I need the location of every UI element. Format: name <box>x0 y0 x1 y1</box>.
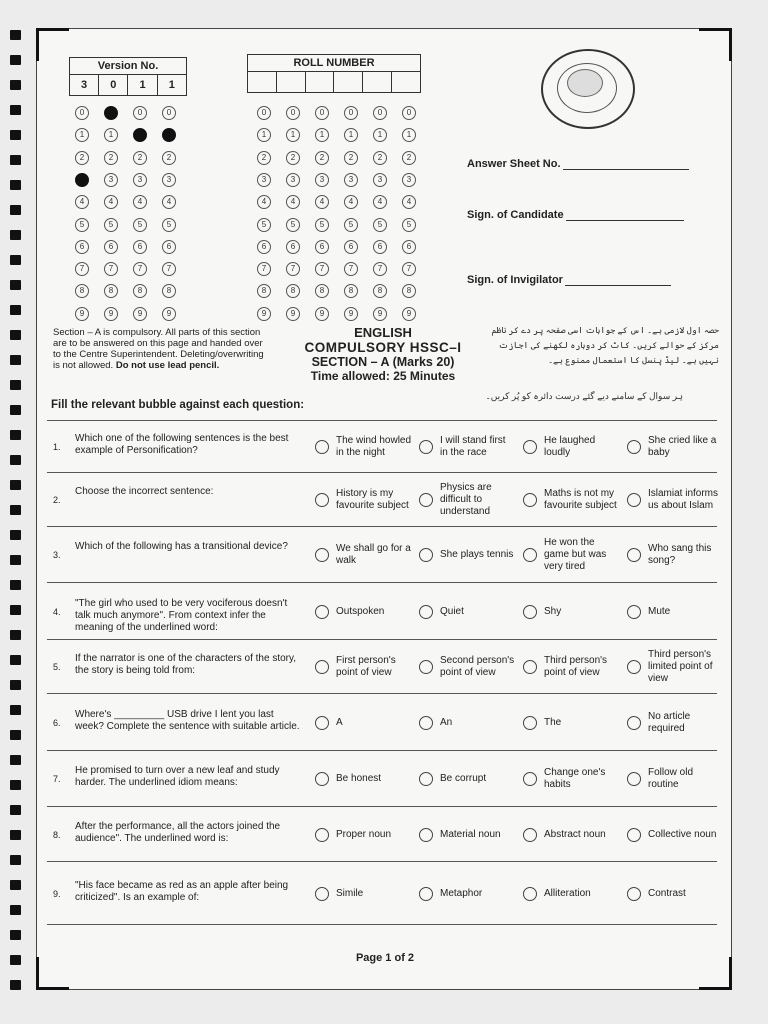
version-number-box <box>69 57 187 96</box>
answer-option-label: Contrast <box>648 887 686 899</box>
roll-bubble[interactable]: 5 <box>315 218 329 232</box>
fill-instruction: Fill the relevant bubble against each question: <box>51 399 305 411</box>
answer-option[interactable] <box>419 647 516 687</box>
answer-option-label: Outspoken <box>336 605 385 617</box>
roll-bubble[interactable]: 9 <box>286 307 300 321</box>
roll-bubble[interactable]: 8 <box>257 284 271 298</box>
answer-option[interactable] <box>627 647 724 687</box>
version-bubble[interactable]: 4 <box>162 195 176 209</box>
answer-option[interactable] <box>523 480 620 520</box>
roll-bubble[interactable]: 4 <box>373 195 387 209</box>
roll-bubble[interactable]: 9 <box>402 307 416 321</box>
version-bubble[interactable]: 7 <box>104 262 118 276</box>
question-number: 2. <box>53 495 61 505</box>
version-bubble[interactable]: 3 <box>75 173 89 187</box>
version-bubble[interactable]: 4 <box>75 195 89 209</box>
roll-bubble[interactable]: 1 <box>315 128 329 142</box>
version-bubble[interactable]: 7 <box>162 262 176 276</box>
version-bubble[interactable]: 1 <box>104 128 118 142</box>
answer-option[interactable] <box>419 535 516 575</box>
version-bubble[interactable]: 2 <box>75 151 89 165</box>
answer-bubble[interactable] <box>523 660 537 674</box>
version-bubble[interactable]: 2 <box>104 151 118 165</box>
version-label: Version No. <box>70 58 187 75</box>
roll-bubble[interactable]: 3 <box>315 173 329 187</box>
version-bubble[interactable]: 8 <box>75 284 89 298</box>
answer-bubble[interactable] <box>315 716 329 730</box>
version-bubble[interactable]: 9 <box>104 307 118 321</box>
question-row <box>47 750 717 807</box>
answer-sheet-field <box>467 158 689 170</box>
answer-option-label: She cried like a baby <box>648 435 717 458</box>
answer-bubble[interactable] <box>419 716 433 730</box>
answer-option[interactable] <box>523 815 620 855</box>
question-row <box>47 420 717 473</box>
answer-option-label: Third person's point of view <box>544 655 608 678</box>
answer-bubble[interactable] <box>627 828 641 842</box>
question-text: He promised to turn over a new leaf and study harder. The underlined idiom means: <box>75 765 280 788</box>
roll-bubble[interactable]: 0 <box>286 106 300 120</box>
roll-bubble[interactable]: 9 <box>344 307 358 321</box>
answer-option-label: Material noun <box>440 828 501 840</box>
roll-bubble[interactable]: 5 <box>257 218 271 232</box>
answer-option[interactable] <box>627 703 724 743</box>
version-bubble[interactable]: 1 <box>133 128 147 142</box>
answer-option[interactable] <box>523 703 620 743</box>
answer-bubble[interactable] <box>419 605 433 619</box>
answer-bubble[interactable] <box>523 828 537 842</box>
answer-option-label: Mute <box>648 605 671 617</box>
answer-bubble[interactable] <box>315 440 329 454</box>
roll-bubble[interactable]: 8 <box>286 284 300 298</box>
answer-option[interactable] <box>419 427 516 467</box>
answer-bubble[interactable] <box>523 493 537 507</box>
answer-option[interactable] <box>315 647 412 687</box>
answer-option[interactable] <box>523 874 620 914</box>
roll-cell[interactable] <box>248 72 277 93</box>
answer-option[interactable] <box>315 874 412 914</box>
roll-bubble[interactable]: 1 <box>286 128 300 142</box>
roll-cell[interactable] <box>276 72 305 93</box>
version-bubble[interactable]: 6 <box>133 240 147 254</box>
answer-option[interactable] <box>315 535 412 575</box>
answer-bubble[interactable] <box>523 887 537 901</box>
roll-bubble[interactable]: 6 <box>373 240 387 254</box>
answer-option[interactable] <box>419 874 516 914</box>
answer-option[interactable] <box>627 592 724 632</box>
answer-option-label: Shy <box>544 605 562 617</box>
answer-option[interactable] <box>627 535 724 575</box>
answer-option[interactable] <box>627 480 724 520</box>
roll-bubble[interactable]: 7 <box>257 262 271 276</box>
roll-bubble[interactable]: 2 <box>315 151 329 165</box>
roll-cell[interactable] <box>305 72 334 93</box>
roll-bubble[interactable]: 2 <box>373 151 387 165</box>
answer-option-label: I will stand first in the race <box>440 435 506 458</box>
version-bubble[interactable]: 2 <box>133 151 147 165</box>
version-bubble[interactable]: 3 <box>133 173 147 187</box>
answer-bubble[interactable] <box>523 772 537 786</box>
roll-bubble[interactable]: 7 <box>344 262 358 276</box>
invigilator-sign-field <box>467 274 671 286</box>
answer-option-label: Collective noun <box>648 828 717 840</box>
board-seal <box>541 49 635 129</box>
answer-bubble[interactable] <box>419 660 433 674</box>
answer-option-label: The <box>544 716 562 728</box>
answer-option-label: First person's point of view <box>336 655 396 678</box>
answer-sheet <box>36 28 732 990</box>
version-bubble[interactable]: 4 <box>133 195 147 209</box>
instructions-text: Section – A is compulsory. All parts of this section are to be answered on this page and handed over to the Centre Superintendent. Deleting/overwriting is not allowed. <box>53 327 264 371</box>
binding-holes <box>10 30 22 1020</box>
answer-sheet-input[interactable] <box>563 169 689 170</box>
roll-cell[interactable] <box>391 72 420 93</box>
answer-option-label: Follow old routine <box>648 767 694 790</box>
roll-bubble[interactable]: 7 <box>373 262 387 276</box>
question-text: "The girl who used to be very vociferous doesn't talk much anymore". From context infer the meaning of the underlined word: <box>75 597 288 633</box>
version-digit: 1 <box>128 75 157 96</box>
candidate-sign-field <box>467 209 684 221</box>
answer-bubble[interactable] <box>419 887 433 901</box>
answer-option[interactable] <box>419 815 516 855</box>
answer-option[interactable] <box>523 427 620 467</box>
answer-option[interactable] <box>419 759 516 799</box>
answer-bubble[interactable] <box>627 548 641 562</box>
version-bubble[interactable]: 7 <box>75 262 89 276</box>
version-bubble[interactable]: 7 <box>133 262 147 276</box>
answer-bubble[interactable] <box>523 548 537 562</box>
answer-bubble[interactable] <box>523 605 537 619</box>
roll-bubble[interactable]: 3 <box>257 173 271 187</box>
answer-option[interactable] <box>627 427 724 467</box>
question-text: Where's _________ USB drive I lent you last week? Complete the sentence with suitable article. <box>75 708 300 732</box>
question-row <box>47 806 717 862</box>
answer-bubble[interactable] <box>627 605 641 619</box>
answer-bubble[interactable] <box>627 716 641 730</box>
answer-bubble[interactable] <box>419 548 433 562</box>
answer-option[interactable] <box>523 759 620 799</box>
answer-option-label: Maths is not my favourite subject <box>544 488 617 511</box>
answer-option-label: Who sang this song? <box>648 543 712 566</box>
roll-bubble[interactable]: 2 <box>286 151 300 165</box>
roll-bubble[interactable]: 0 <box>344 106 358 120</box>
answer-bubble[interactable] <box>627 440 641 454</box>
roll-bubble[interactable]: 7 <box>315 262 329 276</box>
instructions <box>53 327 273 371</box>
question-row <box>47 861 717 925</box>
roll-bubble[interactable]: 6 <box>402 240 416 254</box>
title-subject: ENGLISH <box>354 325 412 340</box>
version-bubble[interactable]: 1 <box>162 128 176 142</box>
roll-bubble[interactable]: 9 <box>373 307 387 321</box>
answer-bubble[interactable] <box>315 493 329 507</box>
roll-bubble[interactable]: 8 <box>373 284 387 298</box>
candidate-sign-label: Sign. of Candidate <box>467 209 564 221</box>
question-number: 8. <box>53 829 61 840</box>
question-row <box>47 639 717 694</box>
answer-bubble[interactable] <box>419 440 433 454</box>
version-bubble[interactable]: 0 <box>162 106 176 120</box>
version-bubble[interactable]: 0 <box>75 106 89 120</box>
version-bubble[interactable]: 0 <box>133 106 147 120</box>
answer-option-label: We shall go for a walk <box>336 543 411 566</box>
question-number: 1. <box>53 442 61 452</box>
answer-option[interactable] <box>419 703 516 743</box>
instructions-bold: Do not use lead pencil. <box>115 360 220 371</box>
answer-bubble[interactable] <box>315 772 329 786</box>
answer-option-label: Change one's habits <box>544 767 606 790</box>
version-digit: 0 <box>99 75 128 96</box>
answer-option-label: Be corrupt <box>440 773 487 784</box>
version-bubble[interactable]: 2 <box>162 151 176 165</box>
answer-bubble[interactable] <box>627 887 641 901</box>
roll-bubble[interactable]: 5 <box>402 218 416 232</box>
roll-bubble[interactable]: 1 <box>373 128 387 142</box>
version-bubble[interactable]: 5 <box>133 218 147 232</box>
roll-bubble[interactable]: 6 <box>344 240 358 254</box>
answer-bubble[interactable] <box>315 660 329 674</box>
answer-bubble[interactable] <box>315 828 329 842</box>
roll-bubble[interactable]: 3 <box>402 173 416 187</box>
roll-bubble[interactable]: 8 <box>344 284 358 298</box>
version-bubble[interactable]: 9 <box>162 307 176 321</box>
exam-title <box>277 325 489 383</box>
invigilator-sign-label: Sign. of Invigilator <box>467 274 563 286</box>
roll-number-box <box>247 54 421 93</box>
candidate-sign-input[interactable] <box>566 220 684 221</box>
question-number: 3. <box>53 550 61 560</box>
answer-option[interactable] <box>315 427 412 467</box>
question-number: 7. <box>53 774 61 784</box>
question-row <box>47 582 717 640</box>
invigilator-sign-input[interactable] <box>565 285 671 286</box>
answer-sheet-label: Answer Sheet No. <box>467 158 561 170</box>
version-digit: 1 <box>157 75 186 96</box>
roll-bubble[interactable]: 4 <box>315 195 329 209</box>
answer-option[interactable] <box>627 815 724 855</box>
answer-bubble[interactable] <box>523 440 537 454</box>
answer-option[interactable] <box>315 703 412 743</box>
roll-bubble[interactable]: 9 <box>257 307 271 321</box>
roll-bubble[interactable]: 2 <box>344 151 358 165</box>
roll-cell[interactable] <box>334 72 363 93</box>
roll-bubble[interactable]: 5 <box>344 218 358 232</box>
answer-option-label: Alliteration <box>544 887 591 899</box>
roll-bubble[interactable]: 3 <box>286 173 300 187</box>
question-number: 6. <box>53 717 61 728</box>
version-bubble[interactable]: 5 <box>75 218 89 232</box>
answer-option-label: Islamiat informs us about Islam <box>648 488 719 511</box>
version-bubble[interactable]: 0 <box>104 106 118 120</box>
answer-option-label: Second person's point of view <box>440 655 515 678</box>
question-text: If the narrator is one of the characters of the story, the story is being told from: <box>75 653 297 676</box>
fill-instruction-urdu: ہر سوال کے سامنے دیے گئے درست دائرہ کو پُر کریں۔ <box>485 391 683 401</box>
answer-option-label: History is my favourite subject <box>336 488 409 511</box>
roll-bubble[interactable]: 6 <box>257 240 271 254</box>
answer-bubble[interactable] <box>315 887 329 901</box>
question-text: Which one of the following sentences is the best example of Personification? <box>75 433 289 456</box>
answer-option-label: Third person's limited point of view <box>648 649 713 684</box>
title-section: SECTION – A (Marks 20) <box>311 355 455 369</box>
roll-bubble[interactable]: 0 <box>373 106 387 120</box>
answer-bubble[interactable] <box>627 493 641 507</box>
question-text: After the performance, all the actors joined the audience". The underlined word is: <box>75 820 281 844</box>
version-bubble[interactable]: 1 <box>75 128 89 142</box>
version-digit: 3 <box>70 75 99 96</box>
answer-option[interactable] <box>315 480 412 520</box>
roll-bubble[interactable]: 0 <box>402 106 416 120</box>
roll-bubble[interactable]: 4 <box>257 195 271 209</box>
answer-option-label: Quiet <box>440 605 464 617</box>
roll-bubble[interactable]: 1 <box>344 128 358 142</box>
answer-option-label: Proper noun <box>336 828 392 840</box>
question-number: 4. <box>53 606 61 617</box>
roll-cell[interactable] <box>363 72 392 93</box>
roll-bubble[interactable]: 7 <box>402 262 416 276</box>
roll-bubble[interactable]: 8 <box>402 284 416 298</box>
answer-option[interactable] <box>315 815 412 855</box>
roll-bubble[interactable]: 9 <box>315 307 329 321</box>
version-bubble[interactable]: 8 <box>133 284 147 298</box>
question-number: 9. <box>53 888 61 899</box>
version-bubble[interactable]: 9 <box>133 307 147 321</box>
roll-bubble[interactable]: 4 <box>344 195 358 209</box>
question-row <box>47 472 717 527</box>
version-bubble[interactable]: 6 <box>162 240 176 254</box>
roll-bubble[interactable]: 6 <box>315 240 329 254</box>
question-text: Choose the incorrect sentence: <box>75 486 214 497</box>
roll-bubble[interactable]: 2 <box>402 151 416 165</box>
answer-option-label: She plays tennis <box>440 549 514 560</box>
answer-option[interactable] <box>523 647 620 687</box>
version-bubble[interactable]: 6 <box>75 240 89 254</box>
roll-bubble[interactable]: 0 <box>257 106 271 120</box>
answer-option-label: Physics are difficult to understand <box>440 482 492 517</box>
question-text: "His face became as red as an apple after being criticized". Is an example of: <box>75 879 289 903</box>
question-text: Which of the following has a transitional device? <box>75 541 288 552</box>
answer-option[interactable] <box>419 480 516 520</box>
version-bubble[interactable]: 6 <box>104 240 118 254</box>
answer-bubble[interactable] <box>419 828 433 842</box>
roll-bubble[interactable]: 4 <box>286 195 300 209</box>
roll-bubble[interactable]: 5 <box>286 218 300 232</box>
answer-option-label: A <box>336 716 343 728</box>
answer-bubble[interactable] <box>523 716 537 730</box>
roll-bubble[interactable]: 7 <box>286 262 300 276</box>
answer-bubble[interactable] <box>627 660 641 674</box>
version-bubble[interactable]: 4 <box>104 195 118 209</box>
answer-option[interactable] <box>315 759 412 799</box>
version-bubble[interactable]: 3 <box>162 173 176 187</box>
answer-option-label: No article required <box>648 710 691 734</box>
version-bubble[interactable]: 8 <box>104 284 118 298</box>
answer-bubble[interactable] <box>315 605 329 619</box>
title-time: Time allowed: 25 Minutes <box>310 369 456 383</box>
roll-label: ROLL NUMBER <box>248 55 421 72</box>
version-bubble[interactable]: 9 <box>75 307 89 321</box>
roll-bubble[interactable]: 0 <box>315 106 329 120</box>
divider <box>47 924 717 925</box>
page-number: Page 1 of 2 <box>355 952 415 964</box>
question-row <box>47 526 717 583</box>
roll-bubble[interactable]: 3 <box>344 173 358 187</box>
corner-mark <box>36 28 69 61</box>
answer-option[interactable] <box>315 592 412 632</box>
roll-bubble[interactable]: 5 <box>373 218 387 232</box>
roll-bubble[interactable]: 3 <box>373 173 387 187</box>
answer-option-label: Abstract noun <box>544 828 606 840</box>
answer-option-label: An <box>440 716 453 728</box>
answer-option-label: He laughed loudly <box>544 435 596 458</box>
answer-bubble[interactable] <box>315 548 329 562</box>
roll-bubble[interactable]: 6 <box>286 240 300 254</box>
answer-option-label: The wind howled in the night <box>336 435 412 458</box>
answer-option[interactable] <box>627 759 724 799</box>
answer-bubble[interactable] <box>419 772 433 786</box>
answer-option-label: Be honest <box>336 773 382 784</box>
version-bubble[interactable]: 5 <box>104 218 118 232</box>
answer-option[interactable] <box>523 535 620 575</box>
answer-option[interactable] <box>627 874 724 914</box>
roll-bubble[interactable]: 4 <box>402 195 416 209</box>
answer-option-label: He won the game but was very tired <box>544 537 607 572</box>
answer-option-label: Simile <box>336 887 364 899</box>
roll-bubble[interactable]: 1 <box>402 128 416 142</box>
answer-bubble[interactable] <box>419 493 433 507</box>
question-row <box>47 693 717 751</box>
title-course: COMPULSORY HSSC–I <box>304 340 462 355</box>
answer-bubble[interactable] <box>627 772 641 786</box>
version-bubble[interactable]: 3 <box>104 173 118 187</box>
question-number: 5. <box>53 662 61 672</box>
urdu-instructions: حصہ اول لازمی ہے۔ اس کے جوابات اسی صفحہ پر دے کر ناظم مرکز کے حوالے کریں۔ کاٹ کر دوبارہ لکھنے کی اجازت نہیں ہے۔ لیڈ پنسل کا استعمال ممنوع ہے۔ <box>491 325 719 365</box>
answer-option-label: Metaphor <box>440 887 483 899</box>
answer-option[interactable] <box>419 592 516 632</box>
roll-bubble[interactable]: 8 <box>315 284 329 298</box>
roll-bubble[interactable]: 2 <box>257 151 271 165</box>
version-bubble[interactable]: 8 <box>162 284 176 298</box>
answer-option[interactable] <box>523 592 620 632</box>
version-bubble[interactable]: 5 <box>162 218 176 232</box>
corner-mark <box>699 28 732 61</box>
roll-bubble[interactable]: 1 <box>257 128 271 142</box>
